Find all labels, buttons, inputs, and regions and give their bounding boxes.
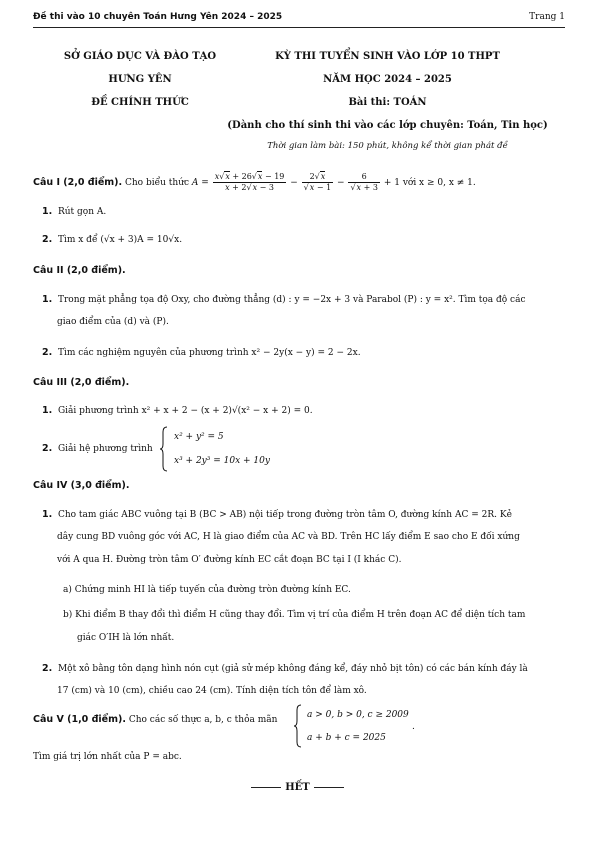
question-2-part-1-cont: giao điểm của (d) và (P). — [57, 317, 169, 327]
question-2-part-1: 1. Trong mặt phẳng tọa độ Oxy, cho đường thẳng (d) : y = −2x + 3 và Parabol (P) : y = x². Tìm tọa độ các — [42, 294, 526, 305]
question-4-part-1b-cont: giác O′IH là lớn nhất. — [77, 633, 175, 643]
question-4-part-1a: a) Chứng minh HI là tiếp tuyến của đường tròn đường kính EC. — [63, 585, 351, 595]
condition-1: a > 0, b > 0, c ≥ 2009 — [307, 710, 409, 720]
question-1-label: Câu I (2,0 điểm). — [33, 177, 123, 188]
question-4-part-2: 2. Một xô bằng tôn dạng hình nón cụt (giả sử mép không đáng kể, đáy nhỏ bịt tôn) có các bán kính đáy là — [42, 663, 528, 674]
question-4-part-2-cont: 17 (cm) và 10 (cm), chiều cao 24 (cm). Tính diện tích tôn để làm xô. — [57, 686, 367, 696]
page-header — [33, 10, 565, 28]
question-3-label: Câu III (2,0 điểm). — [33, 377, 130, 388]
question-3-part-2: 2. Giải hệ phương trình — [42, 443, 153, 454]
question-5-label: Câu V (1,0 điểm). — [33, 714, 126, 725]
org-line-2: HƯNG YÊN — [108, 74, 172, 85]
question-3-part-1: 1. Giải phương trình x² + x + 2 − (x + 2)√(x² − x + 2) = 0. — [42, 405, 313, 416]
question-1-condition: với x ≥ 0, x ≠ 1. — [402, 178, 476, 188]
end-marker — [0, 782, 595, 793]
org-line-1: SỞ GIÁO DỤC VÀ ĐÀO TẠO — [63, 51, 217, 62]
end-dash-left — [251, 787, 281, 788]
condition-period: . — [412, 722, 415, 732]
question-4-part-1: 1. Cho tam giác ABC vuông tại B (BC > AB) nội tiếp trong đường tròn tâm O, đường kính AC = 2R. Kẻ — [42, 509, 512, 520]
time-limit: Thời gian làm bài: 150 phút, không kể thời gian phát đề — [267, 141, 508, 151]
question-4-part-1-line-3: với A qua H. Đường tròn tâm O′ đường kính EC cắt đoạn BC tại I (I khác C). — [57, 555, 402, 565]
question-5-task: Tìm giá trị lớn nhất của P = abc. — [33, 752, 182, 762]
question-1-part-1: 1. Rút gọn A. — [42, 206, 107, 217]
subject: Bài thi: TOÁN — [348, 97, 427, 108]
exam-title: KỲ THI TUYỂN SINH VÀO LỚP 10 THPT — [275, 51, 500, 62]
end-text: HẾT — [285, 782, 310, 793]
question-4-part-1b: b) Khi điểm B thay đổi thì điểm H cũng thay đổi. Tìm vị trí của điểm H trên đoạn AC để diện tích tam — [63, 610, 526, 620]
question-5-intro: Cho các số thực a, b, c thỏa mãn — [128, 715, 278, 725]
question-4-label: Câu IV (3,0 điểm). — [33, 480, 130, 491]
question-1-part-2: 2. Tìm x để (√x + 3)A = 10√x. — [42, 234, 183, 245]
official-label: ĐỀ CHÍNH THỨC — [91, 97, 189, 108]
target-students: (Dành cho thí sinh thi vào các lớp chuyên: Toán, Tin học) — [227, 120, 548, 131]
end-dash-right — [314, 787, 344, 788]
system-brace-icon — [160, 426, 168, 472]
page-number: Trang 1 — [529, 12, 565, 22]
question-5 — [33, 714, 277, 725]
question-1-intro: Cho biểu thức — [125, 178, 190, 188]
condition-brace-icon — [294, 704, 302, 748]
system-equation-2: x³ + 2y³ = 10x + 10y — [174, 456, 270, 466]
header-title: Đề thi vào 10 chuyên Toán Hưng Yên 2024 – 2025 — [33, 12, 283, 22]
question-1 — [33, 170, 476, 196]
school-year: NĂM HỌC 2024 – 2025 — [323, 74, 452, 85]
question-2-label: Câu II (2,0 điểm). — [33, 265, 126, 276]
question-4-part-1-line-2: dây cung BD vuông góc với AC, H là giao điểm của AC và BD. Trên HC lấy điểm E sao cho E đối xứng — [57, 532, 520, 542]
expression-a: A = $\frac{x√x + 26√x - 19}{x + 2√x - 3}$ − $\frac{2√x}{√x - 1}$ − $\frac{6}{√x + 3}$ + 1 — [191, 172, 403, 192]
condition-2: a + b + c = 2025 — [307, 733, 386, 743]
system-equation-1: x² + y² = 5 — [174, 432, 224, 442]
question-2-part-2: 2. Tìm các nghiệm nguyên của phương trình x² − 2y(x − y) = 2 − 2x. — [42, 347, 361, 358]
